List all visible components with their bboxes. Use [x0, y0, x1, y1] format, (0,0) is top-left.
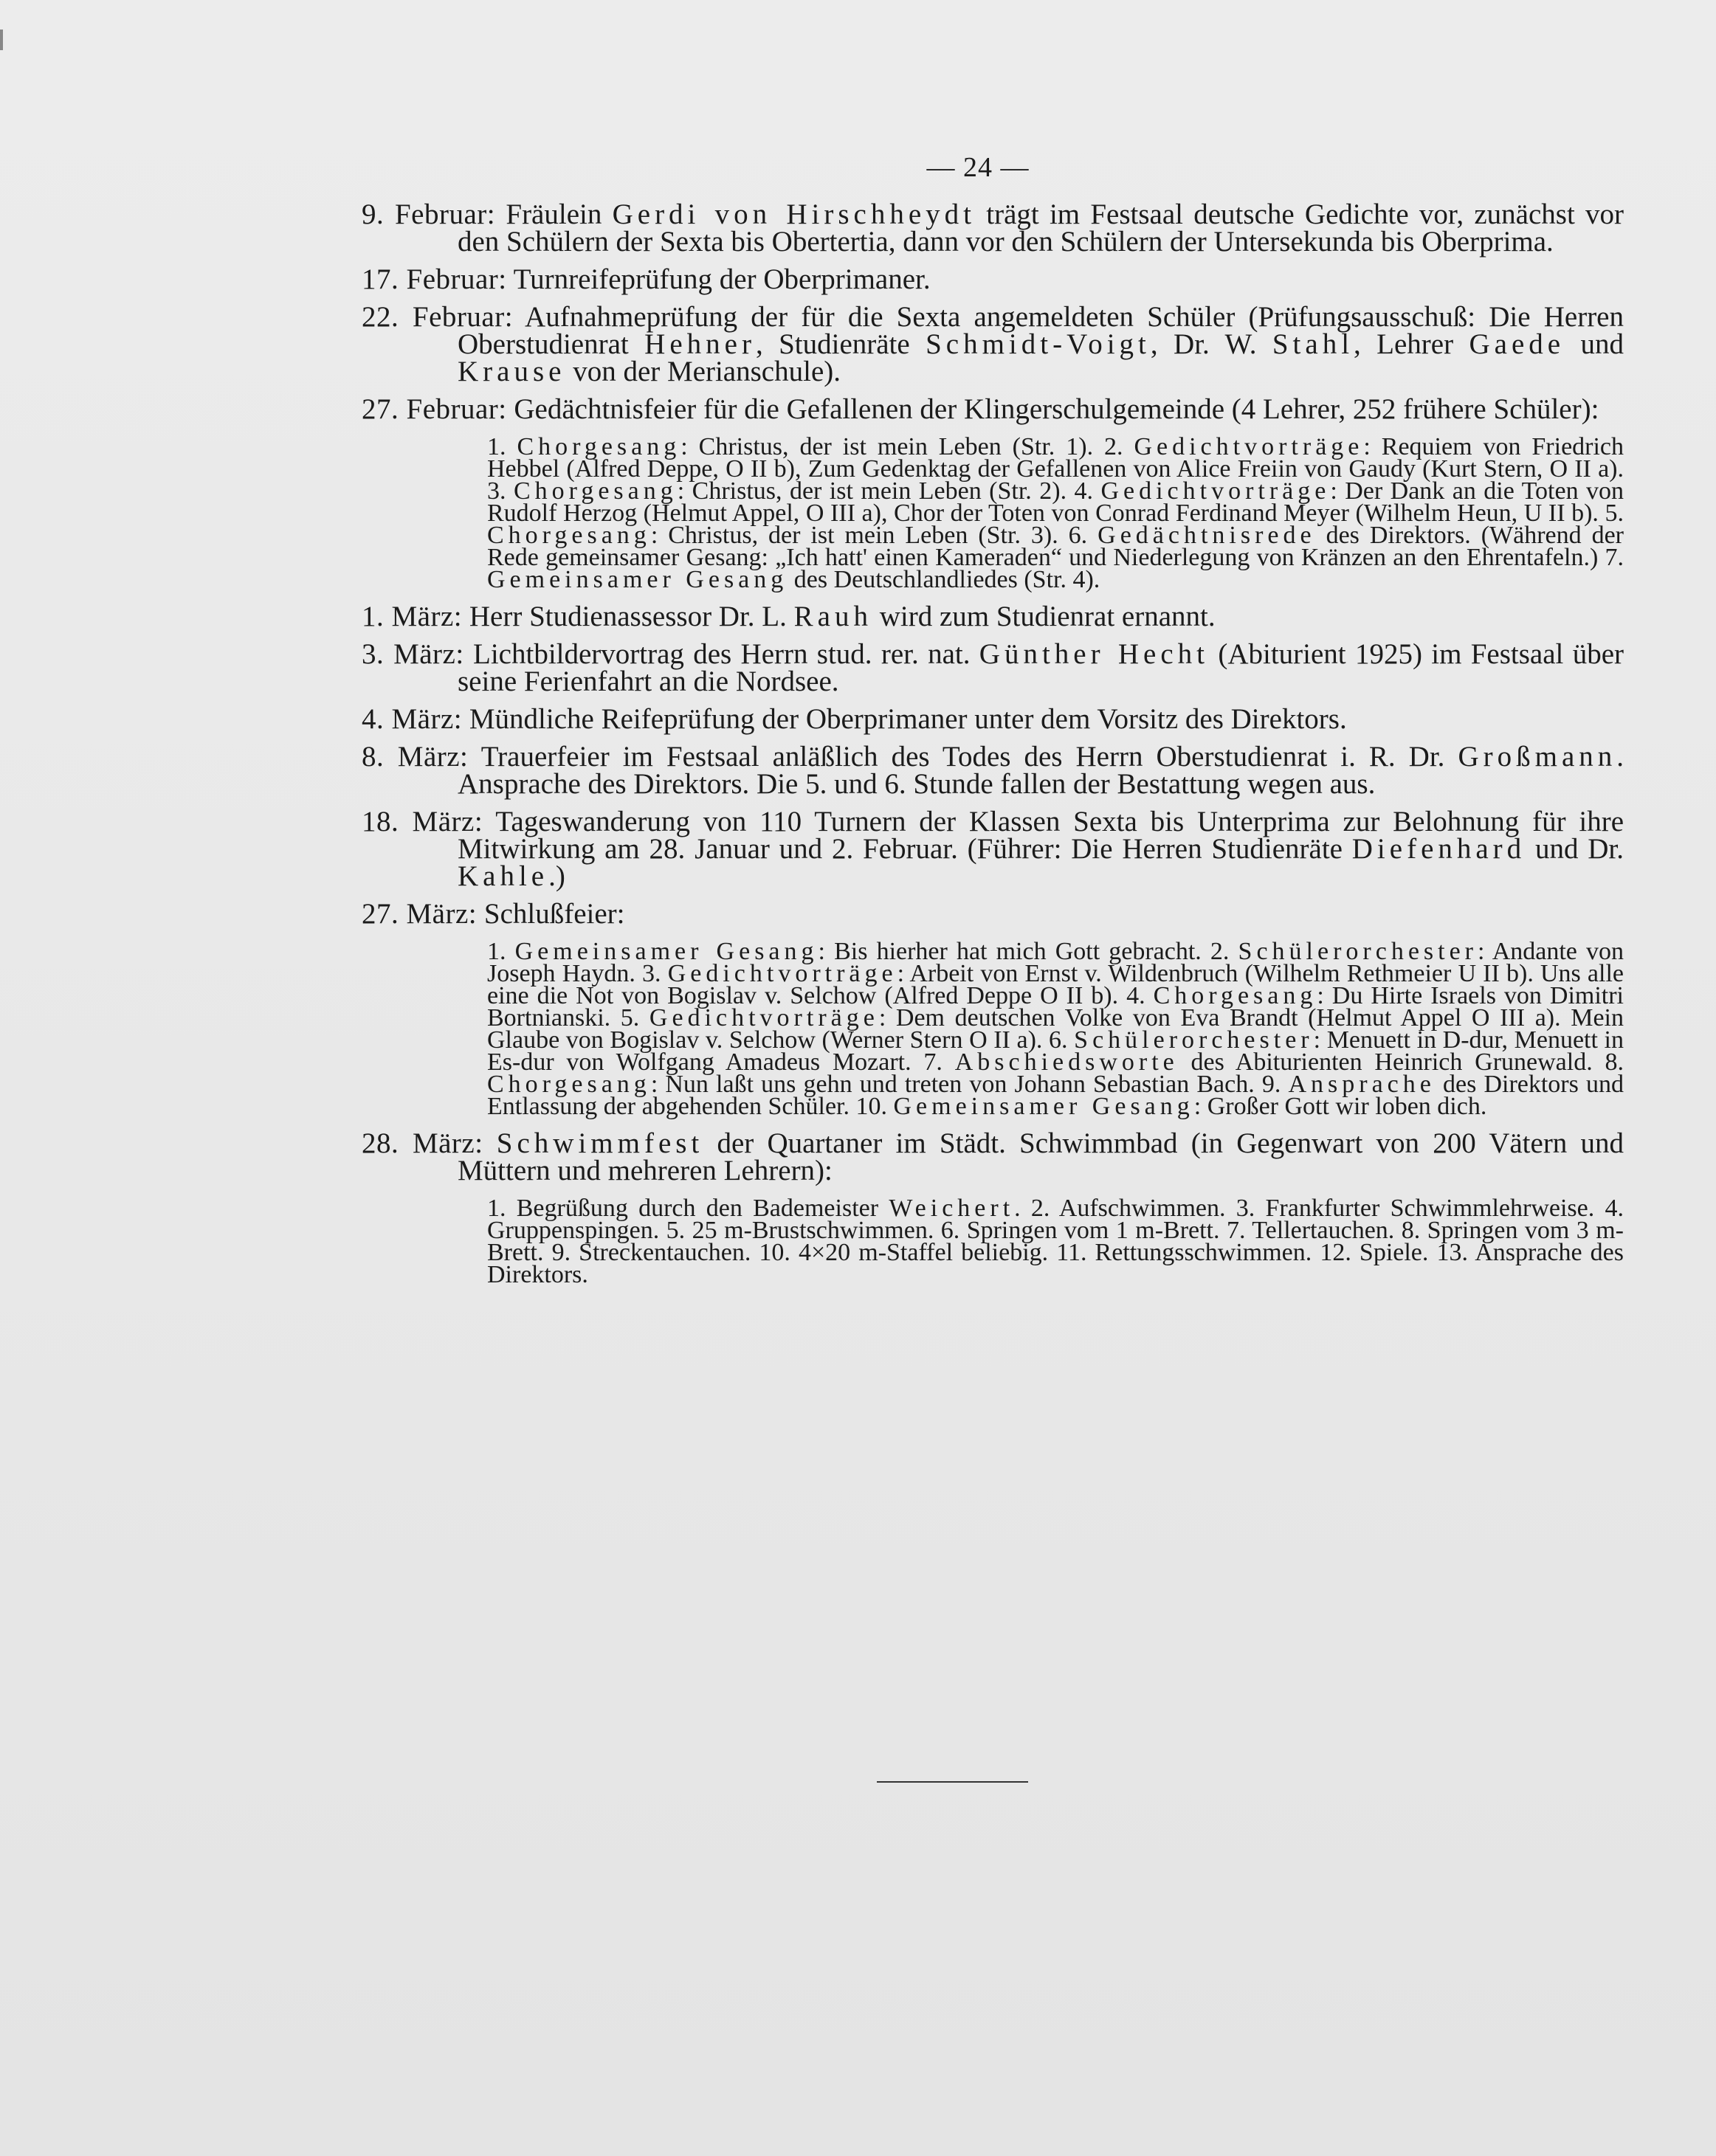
- entry-text: , Studienräte: [755, 328, 926, 360]
- chronicle-entry: [354, 303, 1624, 385]
- chronicle-entry: [354, 263, 1624, 295]
- program-text: : Du Hirte Israels von Dimitri Bortnianski. 5.: [487, 982, 1624, 1032]
- person-name: Großmann: [1458, 741, 1617, 773]
- scan-edge-mark: [0, 30, 3, 50]
- entry-text: Trauerfeier im Festsaal anläßlich des Todes des Herrn Oberstudienrat i. R. Dr.: [480, 741, 1458, 773]
- program-text: : Dem deutschen Volke von Eva Brandt (Helmut Appel O III a). Mein Glaube von Bogislav v. Selchow (Werner Stern O II a). 6.: [487, 1004, 1624, 1054]
- end-rule: [877, 1781, 1028, 1783]
- program-text: : Menuett in D-dur, Menuett in Es-dur von Wolfgang Amadeus Mozart. 7.: [487, 1026, 1624, 1076]
- entry-date: 17. Februar:: [362, 263, 507, 295]
- entry-date: 8. März:: [362, 741, 469, 773]
- entry-text: Schlußfeier:: [483, 898, 625, 930]
- program-text: : Großer Gott wir loben dich.: [1193, 1093, 1487, 1120]
- entry-text: Gedächtnisfeier für die Gefallenen der Klingerschulgemeinde (4 Lehrer, 252 frühere Schüler):: [514, 393, 1599, 425]
- program-item-title: Gemeinsamer Gesang: [893, 1093, 1194, 1120]
- person-name: Gerdi von Hirschheydt: [612, 198, 976, 230]
- program-item-title: Gemeinsamer Gesang: [514, 938, 819, 965]
- chronicle-entry: [354, 640, 1624, 695]
- entry-date: 18. März:: [362, 806, 483, 837]
- chronicle-entry: [354, 1127, 1624, 1186]
- program-list: [487, 1195, 1624, 1288]
- entry-text: . Ansprache des Direktors. Die 5. und 6. Stunde fallen der Bestattung wegen aus.: [458, 741, 1624, 800]
- person-name: Schmidt-Voigt: [926, 328, 1151, 360]
- chronicle-entry: [354, 603, 1624, 630]
- entry-date: 4. März:: [362, 703, 463, 735]
- person-name: Günther Hecht: [979, 638, 1210, 670]
- entry-date: 27. Februar:: [362, 393, 507, 425]
- entry-text: Turnreifeprüfung der Oberprimaner.: [513, 263, 931, 295]
- chronicle-entry: [354, 705, 1624, 733]
- program-item-title: Schülerorchester: [1238, 938, 1478, 965]
- program-text: : Andante von Joseph Haydn. 3.: [487, 938, 1624, 987]
- program-item-title: Gedichtvorträge: [1134, 433, 1364, 460]
- entry-date: 9. Februar:: [362, 198, 496, 230]
- person-name: Hehner: [644, 328, 756, 360]
- page-number: — 24 —: [926, 152, 1030, 183]
- program-item-title: Gedichtvorträge: [667, 960, 897, 987]
- person-name: Weichert: [889, 1195, 1015, 1222]
- program-text: : Christus, der ist mein Leben (Str. 2). 4.: [677, 477, 1101, 505]
- program-text: : Arbeit von Ernst v. Wildenbruch (Wilhelm Rethmeier U II b). Uns alle eine die Not von Bogislav v. Selchow (Alfred Deppe O II b). 4.: [487, 960, 1624, 1009]
- event-title: Schwimmfest: [496, 1127, 704, 1159]
- entry-text: (Abiturient 1925) im Festsaal über seine Ferienfahrt an die Nordsee.: [458, 638, 1624, 697]
- program-item-title: Chorgesang: [517, 433, 681, 460]
- program-text: des Direktors und Entlassung der abgehenden Schüler. 10.: [487, 1071, 1624, 1120]
- entry-text: von der Merianschule).: [565, 356, 841, 387]
- program-text: 1.: [487, 938, 515, 965]
- chronicle-list: [354, 198, 1624, 1298]
- entry-text: Aufnahmeprüfung der für die Sexta angemeldeten Schüler (Prüfungsausschuß: Die Herren Oberstudienrat: [458, 301, 1624, 360]
- program-text: 1. Begrüßung durch den Bademeister: [487, 1195, 889, 1222]
- chronicle-entry: [354, 808, 1624, 890]
- chronicle-entry: [354, 198, 1624, 258]
- entry-text: Fräulein: [506, 198, 613, 230]
- program-item-title: Gemeinsamer Gesang: [487, 566, 788, 593]
- program-item-title: Chorgesang: [1153, 982, 1317, 1009]
- entry-text: und Dr.: [1526, 833, 1624, 865]
- program-item-title: Gedächtnisrede: [1098, 522, 1316, 549]
- program-item-title: Chorgesang: [487, 1071, 651, 1098]
- entry-text: Herr Studienassessor Dr. L.: [469, 601, 794, 632]
- program-text: : Bis hierher hat mich Gott gebracht. 2.: [818, 938, 1238, 965]
- entry-text: , Dr. W.: [1150, 328, 1272, 360]
- program-text: 1.: [487, 433, 517, 460]
- program-list: [487, 433, 1624, 593]
- person-name: Krause: [458, 356, 566, 387]
- program-text: des Deutschlandliedes (Str. 4).: [788, 566, 1100, 593]
- program-text: : Der Dank an die Toten von Rudolf Herzog (Helmut Appel, O III a), Chor der Toten von Conrad Ferdinand Meyer (Wilhelm Heun, U II b). 5.: [487, 477, 1624, 527]
- program-text: : Christus, der ist mein Leben (Str. 3). 6.: [650, 522, 1098, 549]
- person-name: Rauh: [793, 601, 872, 632]
- program-text: des Abiturienten Heinrich Grunewald. 8.: [1178, 1048, 1624, 1076]
- entry-text: .): [548, 860, 565, 892]
- program-text: : Nun laßt uns gehn und treten von Johann Sebastian Bach. 9.: [650, 1071, 1289, 1098]
- person-name: Gaede: [1469, 328, 1565, 360]
- entry-date: 3. März:: [362, 638, 464, 670]
- person-name: Kahle: [458, 860, 549, 892]
- chronicle-entry: [354, 395, 1624, 423]
- person-name: Diefenhard: [1351, 833, 1526, 865]
- entry-text: und: [1565, 328, 1624, 360]
- person-name: Stahl: [1272, 328, 1354, 360]
- program-item-title: Gedichtvorträge: [1100, 477, 1331, 505]
- program-item-title: Ansprache: [1288, 1071, 1436, 1098]
- program-item-title: Gedichtvorträge: [649, 1004, 879, 1032]
- entry-text: , Lehrer: [1354, 328, 1469, 360]
- chronicle-entry: [354, 898, 1624, 930]
- chronicle-entry: [354, 743, 1624, 798]
- entry-text: Lichtbildervortrag des Herrn stud. rer. nat.: [473, 638, 979, 670]
- entry-text: Mündliche Reifeprüfung der Oberprimaner unter dem Vorsitz des Direktors.: [469, 703, 1347, 735]
- program-text: des Direktors. (Während der Rede gemeinsamer Gesang: „Ich hatt' einen Kameraden“ und Niederlegung von Kränzen an den Ehrentafeln.) 7.: [487, 522, 1624, 571]
- program-item-title: Abschiedsworte: [954, 1048, 1179, 1076]
- entry-text: der Quartaner im Städt. Schwimmbad (in Gegenwart von 200 Vätern und Müttern und mehreren Lehrern):: [458, 1127, 1624, 1186]
- program-text: . 2. Aufschwimmen. 3. Frankfurter Schwimmlehrweise. 4. Gruppenspingen. 5. 25 m-Brustschwimmen. 6. Springen vom 1 m-Brett. 7. Tellertauchen. 8. Springen vom 3 m-Brett. 9. Streckentauchen. 10. 4×20 m-Staffel beliebig. 11. Rettungsschwimmen. 12. Spiele. 13. Ansprache des Direktors.: [487, 1195, 1624, 1288]
- program-list: [487, 938, 1624, 1120]
- entry-text: wird zum Studienrat ernannt.: [872, 601, 1216, 632]
- program-item-title: Chorgesang: [513, 477, 678, 505]
- program-item-title: Chorgesang: [487, 522, 651, 549]
- program-text: : Christus, der ist mein Leben (Str. 1). 2.: [680, 433, 1134, 460]
- entry-date: 27. März:: [362, 898, 478, 930]
- entry-text: Tageswanderung von 110 Turnern der Klassen Sexta bis Unterprima zur Belohnung für ihre Mitwirkung am 28. Januar und 2. Februar. (Führer: Die Herren Studienräte: [458, 806, 1624, 865]
- entry-date: 22. Februar:: [362, 301, 514, 333]
- entry-date: 28. März:: [362, 1127, 483, 1159]
- program-item-title: Schülerorchester: [1074, 1026, 1314, 1054]
- entry-text: trägt im Festsaal deutsche Gedichte vor, zunächst vor den Schülern der Sexta bis Obertertia, dann vor den Schülern der Untersekunda bis Oberprima.: [458, 198, 1624, 258]
- program-text: : Requiem von Friedrich Hebbel (Alfred Deppe, O II b), Zum Gedenktag der Gefallenen von Alice Freiin von Gaudy (Kurt Stern, O II a). 3.: [487, 433, 1624, 505]
- entry-date: 1. März:: [362, 601, 463, 632]
